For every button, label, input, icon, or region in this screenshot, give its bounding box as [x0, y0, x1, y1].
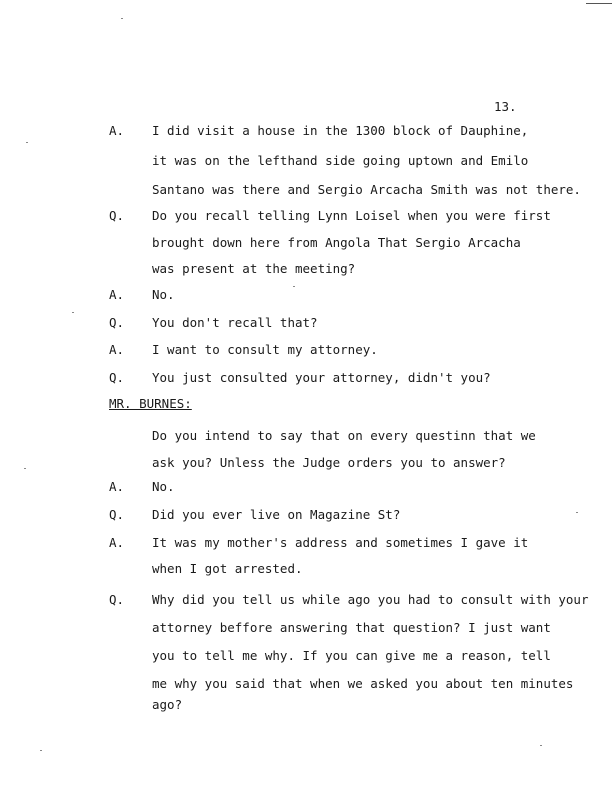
entry-line: when I got arrested. — [152, 561, 303, 576]
entry-label: Q. — [109, 315, 125, 330]
scan-speck — [121, 18, 123, 19]
entry-line: ago? — [152, 697, 183, 712]
scan-speck — [40, 750, 42, 751]
entry-line: you to tell me why. If you can give me a reason, tell — [152, 648, 551, 663]
entry-line: It was my mother's address and sometimes I gave it — [152, 535, 529, 550]
entry-line: it was on the lefthand side going uptown and Emilo — [152, 153, 529, 168]
entry-line: I did visit a house in the 1300 block of Dauphine, — [152, 123, 529, 138]
entry-label: Q. — [109, 507, 125, 522]
scan-edge-mark — [586, 3, 612, 4]
entry-line: You don't recall that? — [152, 315, 318, 330]
entry-line: Santano was there and Sergio Arcacha Smith was not there. — [152, 182, 581, 197]
speaker-line: Do you intend to say that on every questinn that we — [152, 428, 536, 443]
entry-line: was present at the meeting? — [152, 261, 356, 276]
entry-line: brought down here from Angola That Sergio Arcacha — [152, 235, 521, 250]
entry-line: I want to consult my attorney. — [152, 342, 378, 357]
scan-speck — [26, 142, 28, 143]
entry-label: Q. — [109, 370, 125, 385]
entry-line: Do you recall telling Lynn Loisel when you were first — [152, 208, 551, 223]
entry-line: Did you ever live on Magazine St? — [152, 507, 401, 522]
scan-speck — [293, 286, 295, 287]
entry-label: Q. — [109, 592, 125, 607]
entry-label: A. — [109, 535, 125, 550]
scan-speck — [24, 468, 26, 469]
speaker-label: MR. BURNES: — [109, 396, 192, 411]
entry-label: A. — [109, 287, 125, 302]
entry-line: me why you said that when we asked you about ten minutes — [152, 676, 574, 691]
entry-label: A. — [109, 479, 125, 494]
entry-line: Why did you tell us while ago you had to consult with your — [152, 592, 589, 607]
page-number: 13. — [494, 99, 517, 114]
entry-line: No. — [152, 479, 175, 494]
entry-line: attorney beffore answering that question? I just want — [152, 620, 551, 635]
entry-label: A. — [109, 123, 125, 138]
speaker-line: ask you? Unless the Judge orders you to answer? — [152, 455, 506, 470]
entry-line: No. — [152, 287, 175, 302]
entry-line: You just consulted your attorney, didn't you? — [152, 370, 491, 385]
scan-speck — [72, 312, 74, 313]
entry-label: Q. — [109, 208, 125, 223]
entry-label: A. — [109, 342, 125, 357]
scan-speck — [576, 512, 578, 513]
scan-speck — [540, 745, 542, 746]
